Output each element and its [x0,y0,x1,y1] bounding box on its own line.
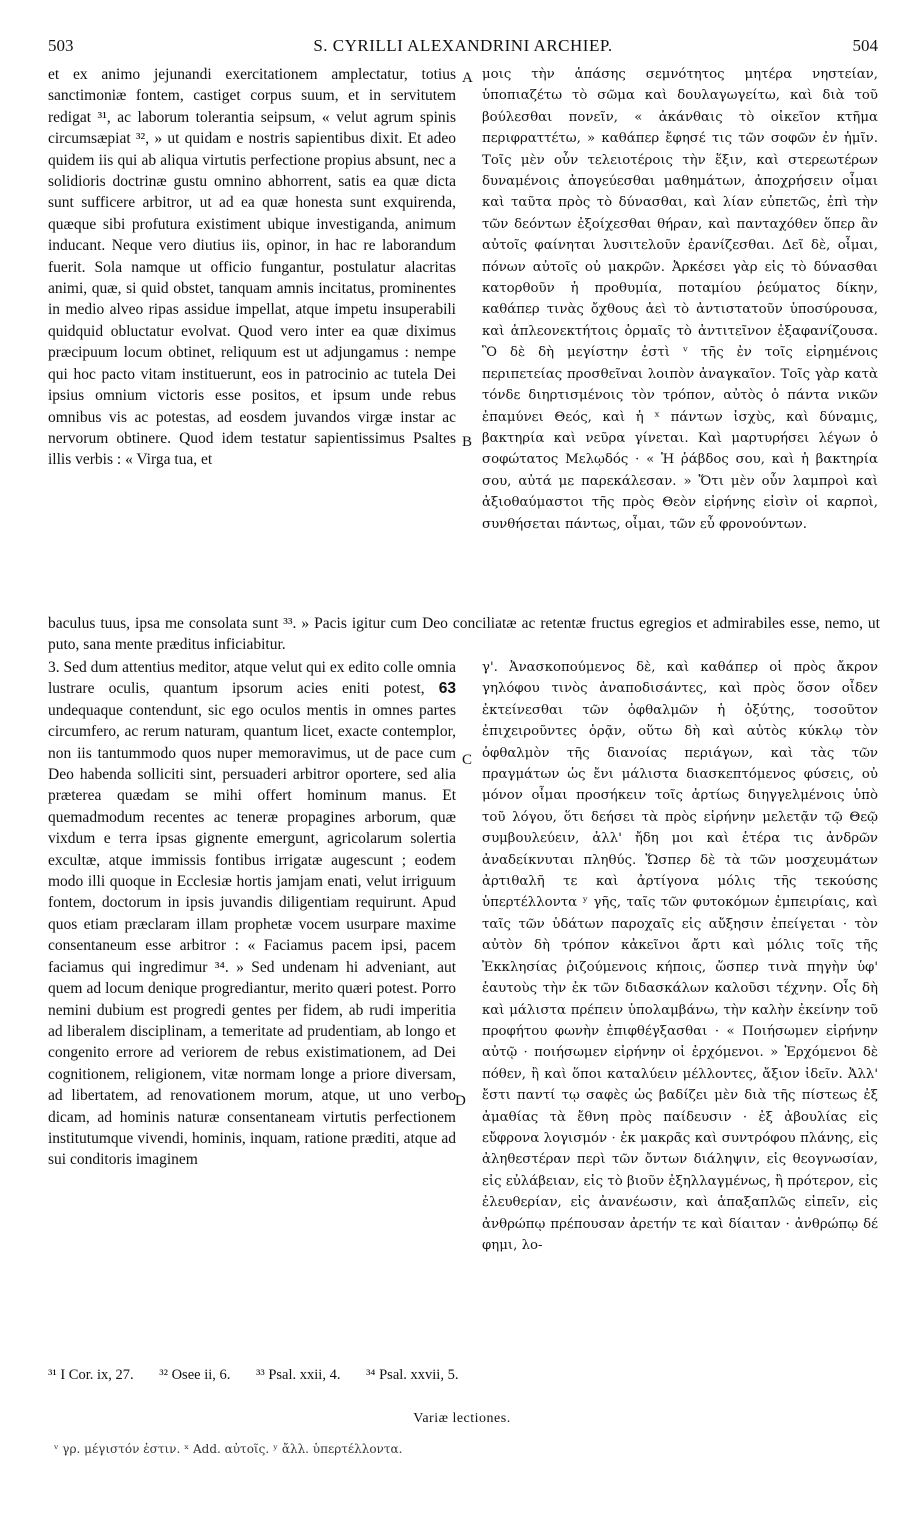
footnote: ³⁴ Psal. xxvii, 5. [366,1367,459,1383]
footnotes [48,1367,880,1384]
latin-text-part-a: 3. Sed dum attentius meditor, atque velut qui ex edito colle omnia lustrare oculis, quantum ipsorum acies eniti potest, [48,659,456,698]
variae-lectiones-text: ᵛ γρ. μέγιστόν ἐστιν. ˣ Add. αὐτοῖς. ʸ ἄλλ. ὑπερτέλλοντα. [54,1442,403,1456]
latin-column-bottom [48,657,456,1171]
greek-column-top [482,64,878,535]
margin-marker-c: C [462,752,473,768]
full-width-line: baculus tuus, ipsa me consolata sunt ³³. » Pacis igitur cum Deo conciliatæ ac retentæ fructus egregios et admirabiles esse, nemo, ut puto, sana mente præditus inficiabitur. [48,615,880,654]
margin-marker-b: B [462,434,473,450]
footnote: ³³ Psal. xxii, 4. [256,1367,341,1383]
greek-paragraph-top: μοις τὴν ἁπάσης σεμνότητος μητέρα νηστείαν, ὑποπιαζέτω τὸ σῶμα καὶ δουλαγωγείτω, καὶ διὰ τοῦ βούλεσθαι πονεῖν, « ἀκάνθαις τὸ οἰκεῖον κτῆμα περιφραττέτω, » καθάπερ ἔφησέ τις τῶν σοφῶν ἐν ἡμῖν. Τοῖς μὲν οὖν τελειοτέροις τὴν ἕξιν, καὶ στερεωτέρων δυναμένοις ἀπογεύεσθαι μαθημάτων, ἀποχρήσειν οἶμαι καὶ ταῦτα πρὸς τὸ δύνασθαι, καὶ λίαν εὐπετῶς, ἐπὶ τὴν τῶν δεόντων ἐξοίχεσθαι θήραν, καὶ πανταχόθεν ὅπερ ἂν αὐτοῖς φαίνηται λυσιτελοῦν ἐρανίζεσθαι. Δεῖ δὲ, οἶμαι, πόνων αὐτοῖς οὐ μακρῶν. Ἀρκέσει γὰρ εἰς τὸ δύνασθαι κατορθοῦν ἡ προθυμία, ποταμίου ῥεύματος δίκην, καθάπερ τινὰς ὄχθους ἀεὶ τὸ ἀντιστατοῦν ὑποσύρουσα, καὶ ἀπλεονεκτήτοις ὁρμαῖς τὸ ἀντιτεῖνον ἐξαφανίζουσα. Ὃ δὲ δὴ μεγίστην ἐστὶ ᵛ τῆς ἐν τοῖς εἰρημένοις περιπετείας προσθεῖναι λοιπὸν ἀναγκαῖον. Τοῖς γὰρ κατὰ τόνδε διηρτισμένοις τὸν τρόπον, αὐτὸς ὁ πάντα νικῶν ἐπαμύνει Θεός, καὶ ἡ ˣ πάντων ἰσχὺς, καὶ δύναμις, βακτηρία καὶ νεῦρα γίνεται. Καὶ μαρτυρήσει λέγων ὁ σοφώτατος Μελῳδός · « Ἡ ῥάβδος σου, καὶ ἡ βακτηρία σου, αὐτά με παρεκάλεσαν. » Ὅτι μὲν οὖν λαμπροὶ καὶ ἀξιοθαύμαστοι τῆς πρὸς Θεὸν εἰρήνης εἰσὶν οἱ καρποὶ, συνθήσεται πάντως, οἶμαι, τῶν εὖ φρονούντων. [482,67,878,532]
margin-marker-d: D [455,1093,466,1109]
latin-paragraph-top: et ex animo jejunandi exercitationem amplectatur, totius sanctimoniæ fontem, castiget corpus suum, et in servitutem redigat ³¹, ac laborum tolerantia seipsum, « velut agrum spinis circumsæpiat ³², » ut quidam e nostris sapientibus dixit. Et adeo quidem iis qui ab aliqua virtutis perfectione propius absunt, nec a solidioris doctrinæ gustu omnino abhorrent, satis ea quæ dicta sunt sufficere arbitror, ut ad ea quæ honesta sunt exquirenda, quæque sibi profutura existiment ubique investiganda, animum inducant. Neque vero diutius iis, opinor, in hac re laborandum fuerit. Sola namque ut officio fungantur, postulatur alacritas animi, quæ, si quid obstet, tanquam amnis incitatus, prominentes in medio alveo ripas assidue impellat, atque impetu insuperabili quidquid obluctatur evolvat. Quod vero inter ea quæ diximus præcipuum locum obtinet, reliquum est ut adjungamus : nempe qui hoc pacto vitam instituerunt, eos in patrocinio ac tutela Dei ipsius omnium victoris esse positos, et ipsum unde rebus omnibus vis ac potestas, ad eosdem juvandos virgæ instar ac nervorum obtinere. Quod idem testatur sapientissimus Psaltes illis verbis : « Virga tua, et [48,66,456,469]
footnote: ³² Osee ii, 6. [159,1367,231,1383]
latin-text-part-b: undequaque contendunt, sic ego oculos mentis in omnes partes circumfero, ac rerum naturam, quantum licet, exacte contemplor, non iis tantummodo quos nuper memoravimus, ut de pace cum Deo habenda solliciti sint, persuaderi arbitror oportere, sed alia præterea quædam se mihi offert hominum manus. Et quemadmodum recentes ac teneræ propagines arborum, quæ vixdum e terra ipsas gignente emergunt, agricolarum solertia excultæ, atque immissis fontibus irrigatæ augescunt ; eodem modo illi quoque in Ecclesiæ hortis jamjam enati, velut irriguum fontem, doctorum in ipsis juvandis diligentiam requirunt. Apud quos etiam præclaram illam prophetæ vocem usurpare maxime consentaneum esse arbitror : « Faciamus pacem ipsi, pacem faciamus qui ingredimur ³⁴. » Sed undenam hi adveniant, aut quem ad locum denique progrediantur, merito quæri potest. Porro nemini dubium est progredi gentes per fidem, ab rudi imperitia ad liberalem disciplinam, a temeritate ad prudentiam, ab longo et congenito errore ad veriorem de rebus existimationem, ad Dei cognitionem, religionem, vitæ normam longe a priore diversam, ad libertatem, ad renovationem morum, atque, ut uno verbo dicam, ad hominis naturæ consentaneam virtutis perfectionem institutumque vivendi, hominis, inquam, ratione præditi, atque ad sui conditoris imaginem [48,701,456,1169]
page-number-right: 504 [852,36,878,55]
column-number: 63 [438,680,457,698]
variae-lectiones-heading: Variæ lectiones. [413,1411,511,1426]
greek-column-bottom [482,657,878,1256]
footnote: ³¹ I Cor. ix, 27. [48,1367,134,1383]
running-title: S. CYRILLI ALEXANDRINI ARCHIEP. [313,36,613,55]
greek-paragraph-bottom: γ'. Ἀνασκοπούμενος δὲ, καὶ καθάπερ οἱ πρὸς ἄκρον γηλόφου τινὸς ἀναποδισάντες, καὶ πρὸς ὅσον οἶδεν ἐκτείνεσθαι τῶν ὀφθαλμῶν ἡ ὀξύτης, τοσοῦτον ἐπιχειροῦντες ὁρᾷν, οὕτω δὴ καὶ αὐτὸς κύκλῳ τὸν ὀφθαλμὸν τῆς διανοίας περιάγων, καὶ τὰς τῶν πραγμάτων ὡς ἔνι μάλιστα διασκεπτόμενος φύσεις, οὐ μόνον οἶμαι προσήκειν τοῖς ἀρτίως διηγγελμένοις ὑπὸ τοῦ λόγου, ὅτι δεήσει τὰ πρὸς εἰρήνην μελετᾷν τῷ Θεῷ συμβουλεύειν, ἀλλ' ἤδη μοι καὶ ἑτέρα τις ἀνδρῶν ἀναδείκνυται πληθύς. Ὥσπερ δὲ τὰ τῶν μοσχευμάτων ἀρτιθαλῆ τε καὶ ἀρτίγονα μόλις τῆς τεκούσης ὑπερτέλλοντα ʸ γῆς, ταῖς τῶν φυτοκόμων ἐμπειρίαις, καὶ ταῖς τῶν ὑδάτων παροχαῖς εἰς αὔξησιν ἐπείγεται · τὸν αὐτὸν δὴ τρόπον κἀκεῖνοι ἄρτι καὶ μόλις τοῖς τῆς Ἐκκλησίας ῥιζούμενοις κήποις, ὥσπερ τινὰ πηγὴν ὑφ' ἑαυτοὺς τὴν ἐκ τῶν διδασκάλων καλοῦσι τέχνην. Οἷς δὴ καὶ μάλιστα πρέπειν ὑπολαμβάνω, τὴν καλὴν ἐκείνην τοῦ προφήτου φωνὴν ἐπιφθέγξασθαι · « Ποιήσωμεν εἰρήνην αὐτῷ · ποιήσωμεν εἰρήνην οἱ ἐρχόμενοι. » Ἐρχόμενοι δὲ πόθεν, ἢ καὶ ὅποι καταλύειν μέλλοντες, ἄξιον ἰδεῖν. Ἀλλ' ἔστι παντί τῳ σαφὲς ὡς βαδίζει μὲν διὰ τῆς πίστεως ἐξ ἀμαθίας τὰ ἔθνη πρὸς παίδευσιν · ἐξ ἀβουλίας εἰς εὔφρονα λογισμόν · ἐκ μακρᾶς καὶ συντρόφου πλάνης, εἰς ἀληθεστέραν περὶ τῶν ὄντων διάληψιν, εἰς θεογνωσίαν, εἰς εὐλάβειαν, εἰς τὸ βιοῦν ἐξηλλαγμένως, ἢ πρότερον, εἰς ἐλευθερίαν, εἰς ἀνανέωσιν, καὶ ἁπαξαπλῶς εἰπεῖν, εἰς ἀνθρώπῳ πρέπουσαν ἀρετήν τε καὶ δίαιταν · ἀνθρώπῳ δέ φημι, λο- [482,660,878,1253]
margin-marker-a: A [462,70,473,86]
page-number-left: 503 [48,36,74,55]
latin-column-top [48,64,456,471]
running-header [48,36,878,58]
latin-paragraph-bottom [48,657,456,1171]
